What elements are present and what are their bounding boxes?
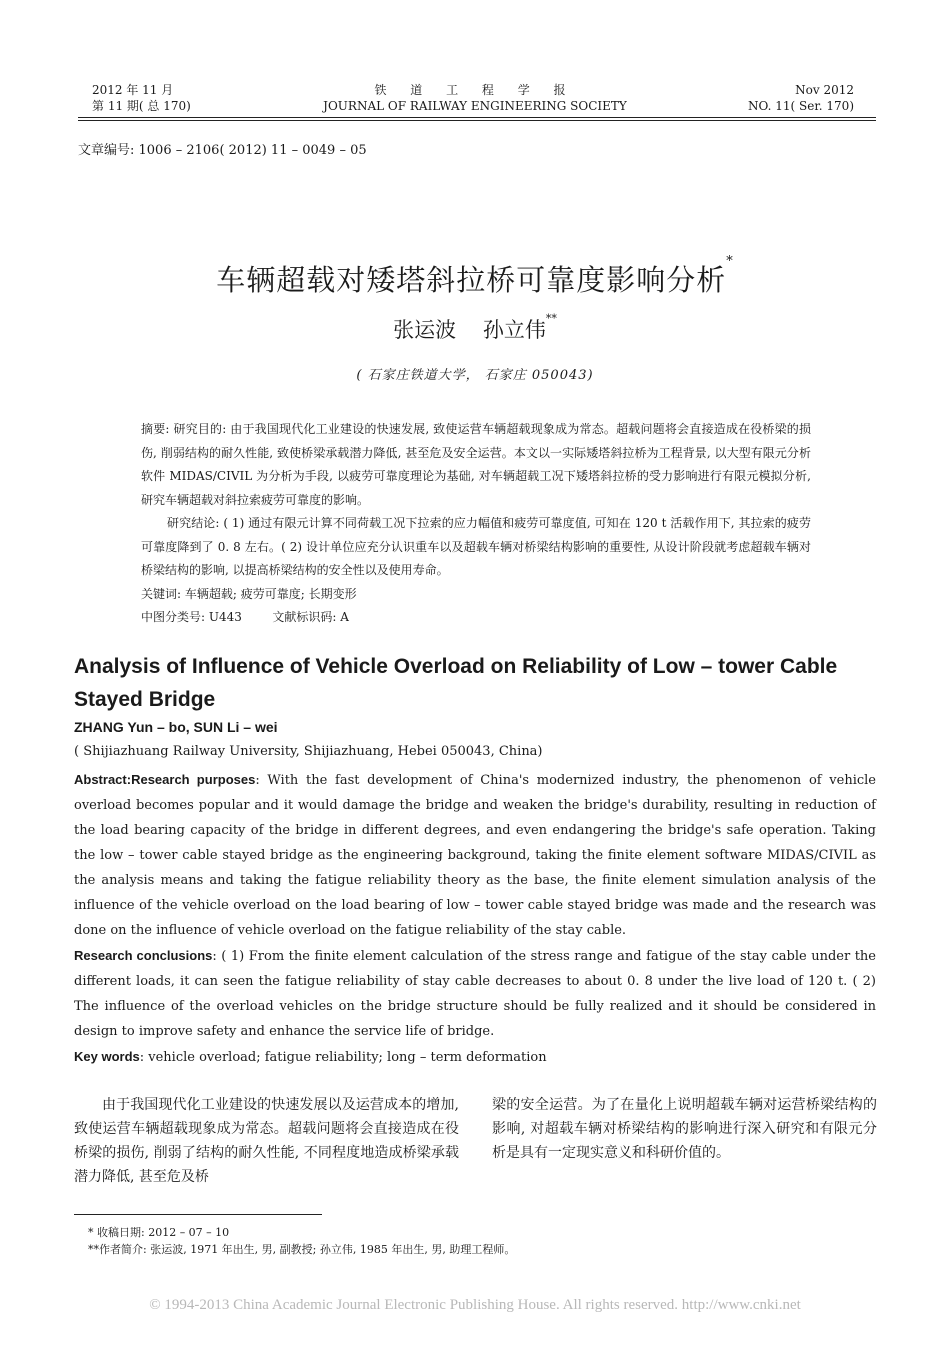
journal-name-en: JOURNAL OF RAILWAY ENGINEERING SOCIETY — [323, 99, 627, 113]
purpose-label: Research purposes — [131, 772, 256, 787]
footnote-author-info: **作者简介: 张运波, 1971 年出生, 男, 副教授; 孙立伟, 1985 年出生, 男, 助理工程师。 — [88, 1243, 516, 1256]
author-footnote-mark: ** — [545, 312, 557, 325]
header-journal — [300, 82, 650, 114]
article-number: 文章编号: 1006 – 2106( 2012) 11 – 0049 – 05 — [78, 143, 367, 158]
authors-en: ZHANG Yun – bo, SUN Li – wei — [74, 719, 278, 735]
abstract-label: Abstract: — [74, 772, 132, 787]
abstract-en-conclusions — [74, 943, 876, 1044]
header-issue: 第 11 期( 总 170) — [92, 99, 191, 113]
title-cn — [80, 254, 870, 299]
affiliation-en: ( Shijiazhuang Railway University, Shijiazhuang, Hebei 050043, China) — [74, 744, 543, 759]
title-en: Analysis of Influence of Vehicle Overload on Reliability of Low – tower Cable Stayed Bridge — [74, 655, 838, 711]
author-1-cn: 张运波 — [393, 318, 457, 342]
header-issue-en — [748, 82, 854, 114]
document-code: 文献标识码: A — [272, 610, 349, 624]
author-2-cn: 孙立伟 — [482, 318, 546, 342]
footnotes — [88, 1224, 515, 1258]
abstract-en-purpose — [74, 767, 876, 943]
abstract-cn-conclusions: 研究结论: ( 1) 通过有限元计算不同荷载工况下拉索的应力幅值和疲劳可靠度值, 可知在 120 t 活载作用下, 其拉索的疲劳可靠度降到了 0. 8 左右。( 2) 设计单位应充分认识重车以及超载车辆对桥梁结构影响的重要性, 从设计阶段就考虑超载车辆对桥梁结构的影响, 以提高桥梁结构的安全性以及使用寿命。 — [141, 516, 811, 577]
header-date-en: Nov 2012 — [795, 83, 854, 97]
abstract-en — [74, 767, 876, 1070]
header-date: 2012 年 11 月 — [92, 83, 174, 97]
classification-cn — [141, 606, 811, 630]
footnote-received: * 收稿日期: 2012 – 07 – 10 — [88, 1226, 230, 1239]
keywords-cn: 关键词: 车辆超载; 疲劳可靠度; 长期变形 — [141, 586, 357, 601]
copyright-watermark: © 1994-2013 China Academic Journal Electronic Publishing House. All rights reserved. http://www.cnki.net — [149, 1297, 801, 1313]
keywords-text: : vehicle overload; fatigue reliability; long – term deformation — [139, 1050, 547, 1065]
journal-name-cn: 铁 道 工 程 学 报 — [374, 83, 576, 97]
header-issue-date — [92, 82, 191, 114]
authors-cn — [80, 314, 870, 344]
clc-number: 中图分类号: U443 — [141, 610, 242, 624]
title-footnote-mark: * — [726, 254, 734, 269]
title-cn-text: 车辆超载对矮塔斜拉桥可靠度影响分析 — [216, 263, 727, 297]
header-rule-bottom — [78, 120, 876, 121]
header-series-en: NO. 11( Ser. 170) — [748, 99, 854, 113]
conclusions-text: : ( 1) From the finite element calculation of the stress range and fatigue of the stay cable under the different loads, it can seen the fatigue reliability of stay cable decreases to about 0. 8 under the live load of 120 t. ( 2) The influence of the overload vehicles on the bridge structure should be fully realized and it should be considered in design to improve safety and enhance the service life of bridge. — [74, 949, 876, 1039]
keywords-en — [74, 1044, 876, 1070]
purpose-text: : With the fast development of China's modernized industry, the phenomenon of vehicle overload becomes popular and it would damage the bridge and weaken the bridge's durability, resulting in reduction of the load bearing capacity of the bridge in different degrees, and even endangering the bridge's safe operation. Taking the low – tower cable stayed bridge as the engineering background, taking the finite element software MIDAS/CIVIL as the analysis means and taking the fatigue reliability theory as the base, the finite element simulation analysis of the influence of the vehicle overload on the load bearing of low – tower cable stayed bridge was made and the research was done on the influence of vehicle overload on the fatigue reliability of the stay cable. — [74, 773, 876, 938]
abstract-cn-purpose: 摘要: 研究目的: 由于我国现代化工业建设的快速发展, 致使运营车辆超载现象成为常态。超载问题将会直接造成在役桥梁的损伤, 削弱结构的耐久性能, 致使桥梁承载潜力降低, 甚至危及安全运营。本文以一实际矮塔斜拉桥为工程背景, 以大型有限元分析软件 MIDAS/CIVIL 为分析为手段, 以疲劳可靠度理论为基础, 对车辆超载工况下矮塔斜拉桥的受力影响进行有限元模拟分析, 研究车辆超载对斜拉索疲劳可靠度的影响。 — [141, 422, 811, 507]
keywords-label: Key words — [74, 1049, 140, 1064]
header-rule-top — [78, 117, 876, 118]
abstract-cn — [141, 418, 811, 630]
body-column-left: 由于我国现代化工业建设的快速发展以及运营成本的增加, 致使运营车辆超载现象成为常态。超载问题将会直接造成在役桥梁的损伤, 削弱了结构的耐久性能, 不同程度地造成桥梁承载潜力降低, 甚至危及桥 — [74, 1097, 459, 1185]
body-column-right: 梁的安全运营。为了在量化上说明超载车辆对运营桥梁结构的影响, 对超载车辆对桥梁结构的影响进行深入研究和有限元分析是具有一定现实意义和科研价值的。 — [492, 1097, 877, 1161]
conclusions-label: Research conclusions — [74, 948, 213, 963]
footnote-rule — [74, 1214, 322, 1215]
affiliation-cn: ( 石家庄铁道大学， 石家庄 050043) — [356, 368, 594, 383]
